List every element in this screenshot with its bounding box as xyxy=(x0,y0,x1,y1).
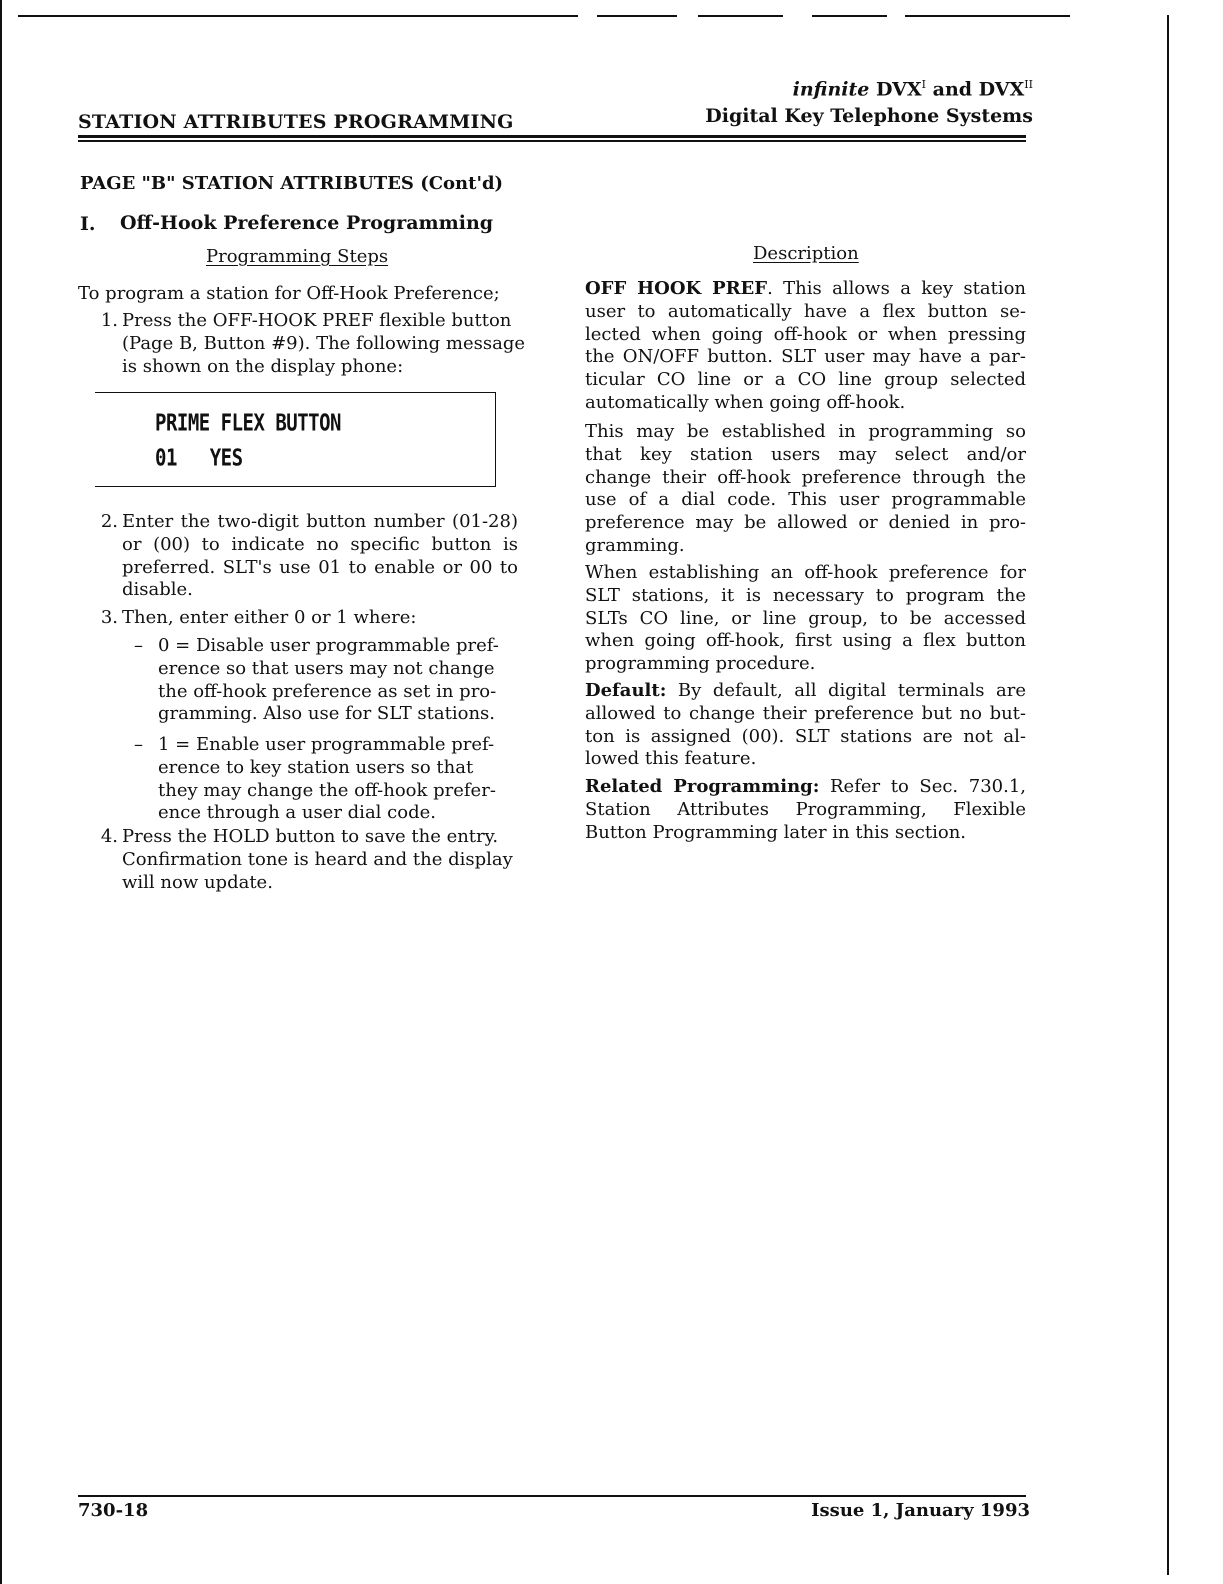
step-line: Press the OFF-HOOK PREF flexible button xyxy=(122,310,512,331)
para-line: programming procedure. xyxy=(585,653,816,675)
top-rule-1 xyxy=(18,15,578,17)
option-dash: – xyxy=(134,635,143,656)
right-border-line xyxy=(1167,15,1169,1575)
option-line: they may change the off-hook prefer- xyxy=(158,779,496,801)
step-line: Enter the two-digit button number (01-28) xyxy=(122,511,518,532)
step-number: 4. xyxy=(100,826,118,847)
para-line: that key station users may select and/or xyxy=(585,443,1026,465)
top-rule-2 xyxy=(597,15,677,17)
step-line: Press the HOLD button to save the entry. xyxy=(122,826,499,847)
para-line: Refer to Sec. 730.1, xyxy=(819,776,1026,797)
page-number: 730-18 xyxy=(78,1500,149,1521)
para-line: the ON/OFF button. SLT user may have a par- xyxy=(585,346,1026,368)
step-line: Then, enter either 0 or 1 where: xyxy=(122,607,417,628)
off-hook-pref-label: OFF HOOK PREF xyxy=(585,278,768,299)
para-line: SLT stations, it is necessary to program the xyxy=(585,584,1026,606)
product-italic: infinite xyxy=(792,78,870,101)
product-dvx: DVX xyxy=(876,78,922,101)
step-line: preferred. SLT's use 01 to enable or 00 to xyxy=(122,556,518,578)
step-line: Confirmation tone is heard and the display xyxy=(122,848,513,870)
page-heading: PAGE "B" STATION ATTRIBUTES (Cont'd) xyxy=(80,173,504,194)
top-rule-3 xyxy=(698,15,783,17)
para-line: when going off-hook, first using a flex button xyxy=(585,630,1026,652)
top-rule-5 xyxy=(905,15,1070,17)
lcd-display-box xyxy=(95,392,496,487)
para-line: user to automatically have a flex button se- xyxy=(585,300,1026,322)
para-line: . This allows a key station xyxy=(767,278,1026,299)
option-line: 0 = Disable user programmable pref- xyxy=(158,635,499,656)
step-number: 2. xyxy=(100,511,118,532)
product-sup-2: II xyxy=(1024,78,1033,91)
default-label: Default: xyxy=(585,680,667,701)
section-title: Off-Hook Preference Programming xyxy=(120,212,494,234)
left-border-line xyxy=(0,0,2,1584)
header-rule-thin xyxy=(78,140,1026,142)
step-number: 3. xyxy=(100,607,118,628)
para-line: use of a dial code. This user programmable xyxy=(585,489,1026,511)
step-line: or (00) to indicate no specific button is xyxy=(122,533,518,555)
description-default xyxy=(585,680,1026,771)
top-rule-4 xyxy=(812,15,887,17)
option-dash: – xyxy=(134,734,143,755)
para-line: ticular CO line or a CO line group selected xyxy=(585,369,1026,391)
step-line: is shown on the display phone: xyxy=(122,355,404,377)
related-programming-label: Related Programming: xyxy=(585,776,820,797)
para-line: SLTs CO line, or line group, to be accessed xyxy=(585,607,1026,629)
description-programming xyxy=(585,421,1026,558)
issue-date: Issue 1, January 1993 xyxy=(811,1500,1030,1521)
para-line: lowed this feature. xyxy=(585,748,757,770)
para-line: gramming. xyxy=(585,534,685,556)
intro-text: To program a station for Off-Hook Preference; xyxy=(78,283,500,304)
header-rule-thick xyxy=(78,135,1026,138)
para-line: Button Programming later in this section. xyxy=(585,821,967,843)
step-number: 1. xyxy=(100,310,118,331)
para-line: preference may be allowed or denied in pro- xyxy=(585,512,1026,534)
option-line: the off-hook preference as set in pro- xyxy=(158,680,497,702)
option-line: gramming. Also use for SLT stations. xyxy=(158,703,496,725)
description-heading: Description xyxy=(753,243,859,264)
para-line: automatically when going off-hook. xyxy=(585,391,906,413)
para-line: By default, all digital terminals are xyxy=(666,680,1026,701)
description-slt xyxy=(585,562,1026,676)
description-off-hook-pref xyxy=(585,278,1026,415)
section-letter: I. xyxy=(80,213,96,235)
option-line: erence so that users may not change xyxy=(158,657,495,679)
step-line: (Page B, Button #9). The following message xyxy=(122,332,525,354)
para-line: When establishing an off-hook preference for xyxy=(585,562,1026,583)
product-name xyxy=(793,78,1033,100)
para-line: change their off-hook preference through the xyxy=(585,466,1026,488)
product-sup-1: I xyxy=(921,78,927,91)
product-and-dvx: and DVX xyxy=(932,78,1025,101)
step-line: will now update. xyxy=(122,871,273,893)
description-related xyxy=(585,776,1026,844)
lcd-line-1: PRIME FLEX BUTTON xyxy=(155,410,341,437)
footer-rule xyxy=(78,1495,1026,1497)
para-line: lected when going off-hook or when pressing xyxy=(585,323,1026,345)
option-line: erence to key station users so that xyxy=(158,756,474,778)
programming-steps-heading: Programming Steps xyxy=(206,246,389,267)
para-line: Station Attributes Programming, Flexible xyxy=(585,798,1026,820)
para-line: allowed to change their preference but no but- xyxy=(585,702,1026,724)
header-section-title: STATION ATTRIBUTES PROGRAMMING xyxy=(78,111,514,133)
option-line: ence through a user dial code. xyxy=(158,802,436,824)
para-line: This may be established in programming so xyxy=(585,421,1026,442)
header-subtitle: Digital Key Telephone Systems xyxy=(705,105,1033,127)
option-line: 1 = Enable user programmable pref- xyxy=(158,734,495,755)
para-line: ton is assigned (00). SLT stations are not al- xyxy=(585,725,1026,747)
step-line: disable. xyxy=(122,579,193,601)
lcd-line-2: 01 YES xyxy=(155,445,243,472)
